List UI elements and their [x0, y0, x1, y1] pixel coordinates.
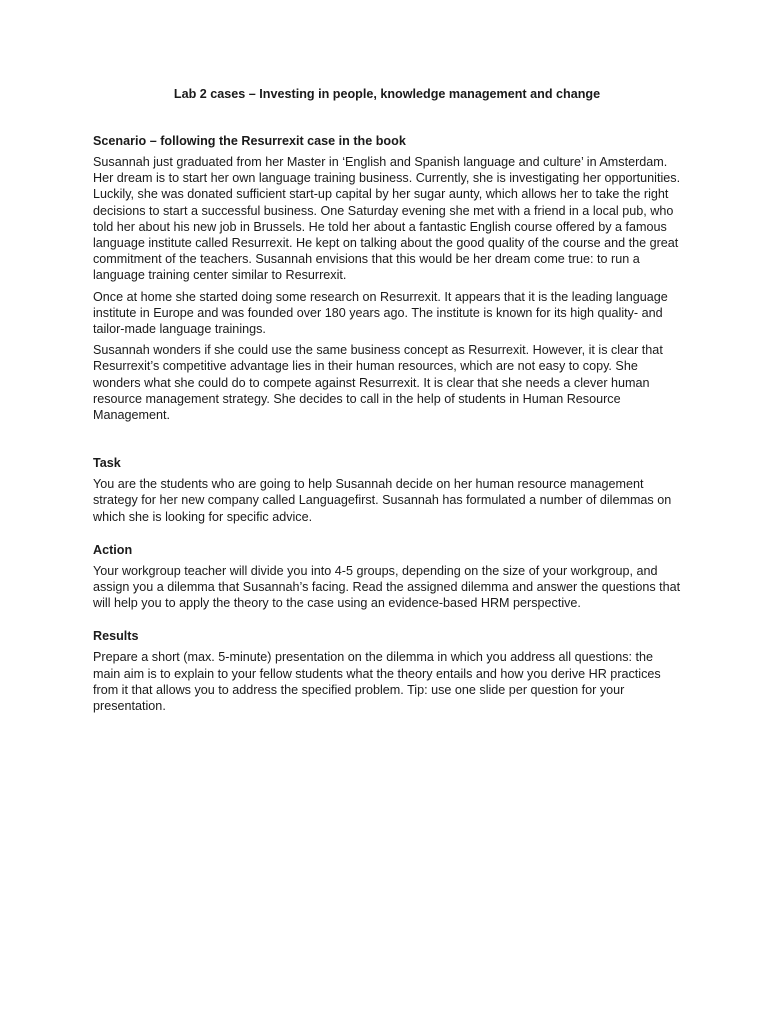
section-task [93, 455, 681, 525]
section-heading-scenario: Scenario – following the Resurrexit case in the book [93, 134, 406, 148]
scenario-paragraph-3: Susannah wonders if she could use the same business concept as Resurrexit. However, it is clear that Resurrexit’s competitive advantage lies in their human resources, which are not easy to copy. She wonders what she could do to compete against Resurrexit. It is clear that she needs a clever human resource management strategy. She decides to call in the help of students in Human Resource Management. [93, 343, 663, 423]
spacer [93, 616, 681, 628]
section-action [93, 542, 681, 612]
section-heading-action: Action [93, 542, 133, 557]
scenario-paragraph-1: Susannah just graduated from her Master in ‘English and Spanish language and culture’ in Amsterdam. Her dream is to start her own language training business. Currently, she is investigating her opportunities. Luckily, she was donated sufficient start-up capital by her sugar aunty, which allows her to take the right decisions to start a successful business. One Saturday evening she met with a friend in a local pub, who told her about his new job in Brussels. He told her about a fantastic English course offered by a famous language institute called Resurrexit. He kept on talking about the good quality of the course and the great commitment of the teachers. Susannah envisions that this would be her dream come true: to run a language training center similar to Resurrexit. [93, 155, 681, 283]
document-title: Lab 2 cases – Investing in people, knowledge management and change [173, 87, 601, 101]
section-scenario [93, 133, 681, 423]
spacer [93, 530, 681, 542]
section-heading-task: Task [93, 456, 121, 471]
section-heading-results: Results [93, 629, 139, 644]
action-paragraph: Your workgroup teacher will divide you into 4-5 groups, depending on the size of your workgroup, and assign you a dilemma that Susannah’s facing. Read the assigned dilemma and answer the questions that will help you to apply the theory to the case using an evidence-based HRM perspective. [93, 563, 681, 611]
document-page [93, 86, 681, 719]
task-paragraph: You are the students who are going to help Susannah decide on her human resource management strategy for her new company called Languagefirst. Susannah has formulated a number of dilemmas on which she is looking for specific advice. [93, 477, 672, 524]
section-results [93, 628, 681, 714]
scenario-paragraph-2: Once at home she started doing some research on Resurrexit. It appears that it is the leading language institute in Europe and was founded over 180 years ago. The institute is known for its high quality- and tailor-made language trainings. [93, 289, 668, 337]
spacer [93, 428, 681, 455]
results-paragraph: Prepare a short (max. 5-minute) presentation on the dilemma in which you address all questions: the main aim is to explain to your fellow students what the theory entails and how you derive HR practices from it that allows you to address the specified problem. Tip: use one slide per question for your presentation. [93, 650, 661, 714]
